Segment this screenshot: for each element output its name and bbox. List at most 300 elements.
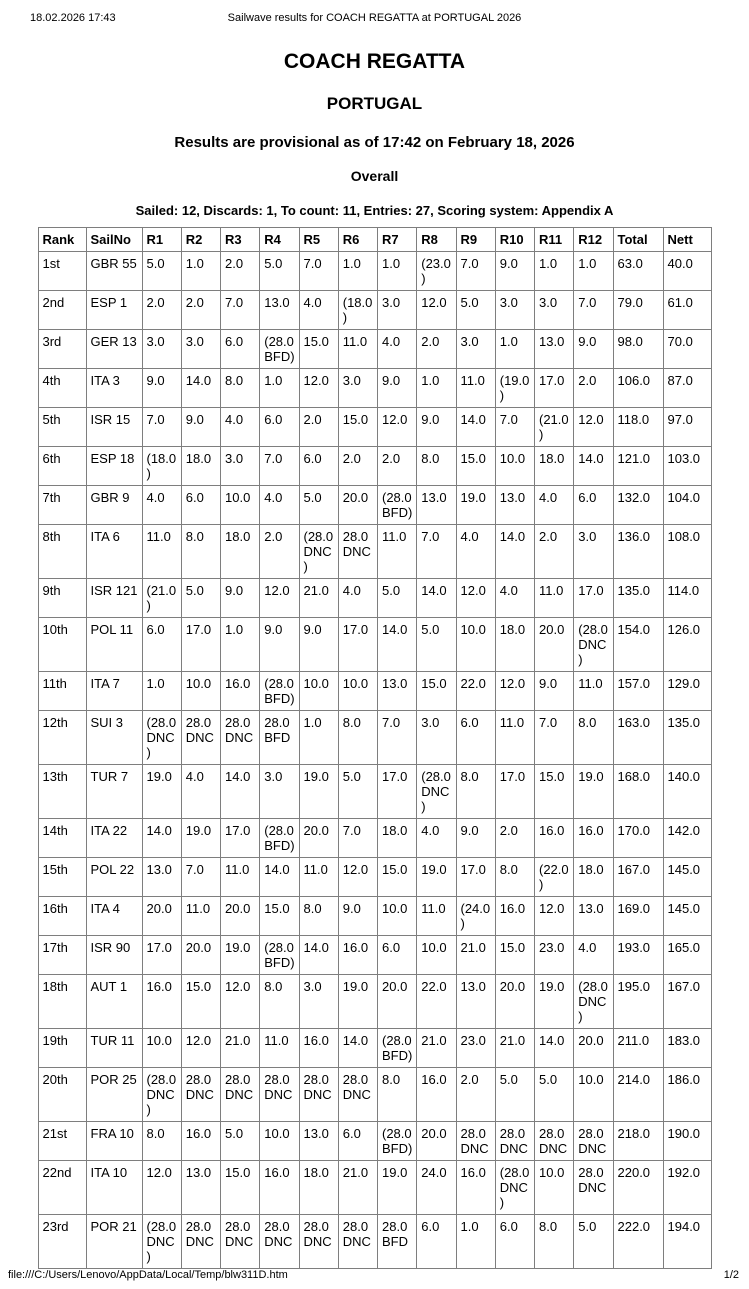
- race-score-cell: 7.0: [142, 408, 181, 447]
- sailno-cell: GER 13: [86, 330, 142, 369]
- race-score-cell: 4.0: [456, 525, 495, 579]
- race-score-cell: 6.0: [495, 1215, 534, 1269]
- total-cell: 218.0: [613, 1122, 663, 1161]
- race-score-cell: 19.0: [574, 765, 613, 819]
- nett-cell: 97.0: [663, 408, 711, 447]
- total-cell: 163.0: [613, 711, 663, 765]
- race-score-cell: 7.0: [221, 291, 260, 330]
- total-cell: 220.0: [613, 1161, 663, 1215]
- race-score-cell: 5.0: [142, 252, 181, 291]
- race-score-cell: 6.0: [260, 408, 299, 447]
- race-score-cell: 16.0: [299, 1029, 338, 1068]
- race-score-cell: 20.0: [417, 1122, 456, 1161]
- total-cell: 136.0: [613, 525, 663, 579]
- event-title: COACH REGATTA: [283, 50, 466, 73]
- race-score-cell: 5.0: [181, 579, 220, 618]
- race-score-cell: 13.0: [260, 291, 299, 330]
- nett-cell: 108.0: [663, 525, 711, 579]
- race-score-cell: 6.0: [142, 618, 181, 672]
- race-score-cell: 16.0: [417, 1068, 456, 1122]
- race-score-cell: 16.0: [221, 672, 260, 711]
- race-score-cell: 20.0: [299, 819, 338, 858]
- race-score-cell: 14.0: [142, 819, 181, 858]
- sailno-cell: POL 22: [86, 858, 142, 897]
- results-table-head: [38, 228, 711, 252]
- column-header-r8: R8: [417, 228, 456, 252]
- column-header-r10: R10: [495, 228, 534, 252]
- race-score-cell: 12.0: [495, 672, 534, 711]
- race-score-cell: 9.0: [535, 672, 574, 711]
- race-score-cell: 10.0: [299, 672, 338, 711]
- race-score-cell: 8.0: [495, 858, 534, 897]
- race-score-cell: 3.0: [181, 330, 220, 369]
- sailno-cell: AUT 1: [86, 975, 142, 1029]
- total-cell: 121.0: [613, 447, 663, 486]
- column-header-r11: R11: [535, 228, 574, 252]
- race-score-cell: 2.0: [338, 447, 377, 486]
- race-score-cell: 13.0: [574, 897, 613, 936]
- race-score-cell: 9.0: [456, 819, 495, 858]
- race-score-cell: 4.0: [181, 765, 220, 819]
- race-score-cell: 2.0: [260, 525, 299, 579]
- race-score-cell: 19.0: [535, 975, 574, 1029]
- results-table-body: [38, 252, 711, 1269]
- race-score-cell: 10.0: [535, 1161, 574, 1215]
- table-row: [38, 291, 711, 330]
- race-score-cell: 10.0: [338, 672, 377, 711]
- nett-cell: 61.0: [663, 291, 711, 330]
- sailno-cell: FRA 10: [86, 1122, 142, 1161]
- race-score-cell: 9.0: [378, 369, 417, 408]
- rank-cell: 7th: [38, 486, 86, 525]
- nett-cell: 165.0: [663, 936, 711, 975]
- race-score-cell: 8.0: [574, 711, 613, 765]
- race-score-cell: 7.0: [535, 711, 574, 765]
- race-score-cell: 13.0: [378, 672, 417, 711]
- rank-cell: 17th: [38, 936, 86, 975]
- race-score-cell: 13.0: [535, 330, 574, 369]
- print-header-datetime: 18.02.2026 17:43: [30, 12, 116, 24]
- race-score-cell: (24.0): [456, 897, 495, 936]
- nett-cell: 40.0: [663, 252, 711, 291]
- race-score-cell: 16.0: [338, 936, 377, 975]
- race-score-cell: 11.0: [535, 579, 574, 618]
- total-cell: 170.0: [613, 819, 663, 858]
- race-score-cell: 12.0: [338, 858, 377, 897]
- race-score-cell: (28.0 DNC): [574, 618, 613, 672]
- race-score-cell: (28.0 BFD): [378, 1029, 417, 1068]
- race-score-cell: 13.0: [181, 1161, 220, 1215]
- race-score-cell: 10.0: [574, 1068, 613, 1122]
- race-score-cell: 18.0: [221, 525, 260, 579]
- race-score-cell: 8.0: [338, 711, 377, 765]
- nett-cell: 135.0: [663, 711, 711, 765]
- race-score-cell: 28.0 DNC: [495, 1122, 534, 1161]
- total-cell: 79.0: [613, 291, 663, 330]
- race-score-cell: 28.0 DNC: [338, 525, 377, 579]
- race-score-cell: 14.0: [417, 579, 456, 618]
- rank-cell: 14th: [38, 819, 86, 858]
- race-score-cell: 3.0: [299, 975, 338, 1029]
- sailno-cell: ITA 3: [86, 369, 142, 408]
- race-score-cell: 15.0: [299, 330, 338, 369]
- race-score-cell: 28.0 DNC: [221, 1215, 260, 1269]
- table-header-row: [38, 228, 711, 252]
- race-score-cell: 5.0: [417, 618, 456, 672]
- table-row: [38, 1161, 711, 1215]
- nett-cell: 192.0: [663, 1161, 711, 1215]
- table-row: [38, 579, 711, 618]
- column-header-sailno: SailNo: [86, 228, 142, 252]
- race-score-cell: 15.0: [535, 765, 574, 819]
- race-score-cell: 28.0 DNC: [221, 1068, 260, 1122]
- rank-cell: 12th: [38, 711, 86, 765]
- table-row: [38, 1068, 711, 1122]
- race-score-cell: 12.0: [574, 408, 613, 447]
- race-score-cell: 19.0: [142, 765, 181, 819]
- race-score-cell: (28.0 DNC): [142, 1215, 181, 1269]
- race-score-cell: 17.0: [181, 618, 220, 672]
- race-score-cell: 20.0: [495, 975, 534, 1029]
- race-score-cell: 14.0: [260, 858, 299, 897]
- race-score-cell: 17.0: [495, 765, 534, 819]
- race-score-cell: (28.0 BFD): [378, 486, 417, 525]
- race-score-cell: 11.0: [260, 1029, 299, 1068]
- race-score-cell: 6.0: [181, 486, 220, 525]
- race-score-cell: 4.0: [417, 819, 456, 858]
- race-score-cell: 15.0: [378, 858, 417, 897]
- race-score-cell: (18.0): [142, 447, 181, 486]
- table-row: [38, 672, 711, 711]
- table-row: [38, 1215, 711, 1269]
- rank-cell: 11th: [38, 672, 86, 711]
- race-score-cell: 16.0: [574, 819, 613, 858]
- race-score-cell: 9.0: [417, 408, 456, 447]
- race-score-cell: 12.0: [181, 1029, 220, 1068]
- race-score-cell: 23.0: [456, 1029, 495, 1068]
- race-score-cell: 18.0: [181, 447, 220, 486]
- rank-cell: 4th: [38, 369, 86, 408]
- race-score-cell: 23.0: [535, 936, 574, 975]
- table-row: [38, 252, 711, 291]
- race-score-cell: 28.0 DNC: [456, 1122, 495, 1161]
- race-score-cell: 5.0: [299, 486, 338, 525]
- race-score-cell: 13.0: [142, 858, 181, 897]
- column-header-rank: Rank: [38, 228, 86, 252]
- table-row: [38, 330, 711, 369]
- rank-cell: 21st: [38, 1122, 86, 1161]
- race-score-cell: 3.0: [221, 447, 260, 486]
- race-score-cell: 8.0: [417, 447, 456, 486]
- race-score-cell: 28.0 DNC: [221, 711, 260, 765]
- column-header-nett: Nett: [663, 228, 711, 252]
- race-score-cell: 20.0: [338, 486, 377, 525]
- race-score-cell: 2.0: [299, 408, 338, 447]
- race-score-cell: (28.0 DNC): [142, 711, 181, 765]
- nett-cell: 142.0: [663, 819, 711, 858]
- race-score-cell: 16.0: [495, 897, 534, 936]
- nett-cell: 145.0: [663, 897, 711, 936]
- race-score-cell: 1.0: [299, 711, 338, 765]
- nett-cell: 126.0: [663, 618, 711, 672]
- race-score-cell: 19.0: [221, 936, 260, 975]
- total-cell: 63.0: [613, 252, 663, 291]
- race-score-cell: (28.0 DNC): [574, 975, 613, 1029]
- race-score-cell: 20.0: [535, 618, 574, 672]
- race-score-cell: 28.0 DNC: [260, 1068, 299, 1122]
- race-score-cell: 18.0: [535, 447, 574, 486]
- race-score-cell: 11.0: [378, 525, 417, 579]
- race-score-cell: 7.0: [181, 858, 220, 897]
- race-score-cell: 16.0: [535, 819, 574, 858]
- race-score-cell: 15.0: [221, 1161, 260, 1215]
- table-row: [38, 1122, 711, 1161]
- race-score-cell: 28.0 DNC: [574, 1161, 613, 1215]
- rank-cell: 5th: [38, 408, 86, 447]
- race-score-cell: 14.0: [181, 369, 220, 408]
- race-score-cell: 7.0: [338, 819, 377, 858]
- rank-cell: 20th: [38, 1068, 86, 1122]
- print-footer-file-path: file:///C:/Users/Lenovo/AppData/Local/Temp/blw311D.htm: [8, 1269, 288, 1281]
- section-title: Overall: [350, 168, 399, 184]
- race-score-cell: 21.0: [221, 1029, 260, 1068]
- series-summary: Sailed: 12, Discards: 1, To count: 11, Entries: 27, Scoring system: Appendix A: [135, 203, 614, 218]
- race-score-cell: 11.0: [574, 672, 613, 711]
- race-score-cell: 18.0: [378, 819, 417, 858]
- race-score-cell: 2.0: [181, 291, 220, 330]
- column-header-r7: R7: [378, 228, 417, 252]
- race-score-cell: 15.0: [260, 897, 299, 936]
- race-score-cell: 8.0: [456, 765, 495, 819]
- total-cell: 211.0: [613, 1029, 663, 1068]
- race-score-cell: 7.0: [456, 252, 495, 291]
- race-score-cell: 5.0: [456, 291, 495, 330]
- sailno-cell: ITA 22: [86, 819, 142, 858]
- race-score-cell: 16.0: [456, 1161, 495, 1215]
- race-score-cell: 4.0: [574, 936, 613, 975]
- race-score-cell: 12.0: [142, 1161, 181, 1215]
- rank-cell: 15th: [38, 858, 86, 897]
- nett-cell: 167.0: [663, 975, 711, 1029]
- rank-cell: 3rd: [38, 330, 86, 369]
- race-score-cell: 6.0: [299, 447, 338, 486]
- race-score-cell: 19.0: [181, 819, 220, 858]
- race-score-cell: 6.0: [417, 1215, 456, 1269]
- race-score-cell: 12.0: [456, 579, 495, 618]
- total-cell: 193.0: [613, 936, 663, 975]
- race-score-cell: 7.0: [417, 525, 456, 579]
- venue-title: PORTUGAL: [326, 94, 423, 113]
- race-score-cell: 28.0 BFD: [378, 1215, 417, 1269]
- race-score-cell: 28.0 DNC: [299, 1215, 338, 1269]
- race-score-cell: 1.0: [535, 252, 574, 291]
- sailno-cell: ITA 4: [86, 897, 142, 936]
- rank-cell: 22nd: [38, 1161, 86, 1215]
- race-score-cell: 8.0: [378, 1068, 417, 1122]
- race-score-cell: 15.0: [495, 936, 534, 975]
- race-score-cell: (28.0 DNC): [299, 525, 338, 579]
- race-score-cell: 13.0: [299, 1122, 338, 1161]
- table-row: [38, 408, 711, 447]
- race-score-cell: 22.0: [417, 975, 456, 1029]
- race-score-cell: 19.0: [378, 1161, 417, 1215]
- race-score-cell: 10.0: [495, 447, 534, 486]
- race-score-cell: 18.0: [574, 858, 613, 897]
- race-score-cell: 1.0: [456, 1215, 495, 1269]
- column-header-r5: R5: [299, 228, 338, 252]
- race-score-cell: 5.0: [574, 1215, 613, 1269]
- race-score-cell: 5.0: [378, 579, 417, 618]
- sailno-cell: POL 11: [86, 618, 142, 672]
- race-score-cell: 9.0: [495, 252, 534, 291]
- race-score-cell: 1.0: [181, 252, 220, 291]
- race-score-cell: 22.0: [456, 672, 495, 711]
- sailno-cell: ISR 15: [86, 408, 142, 447]
- race-score-cell: 8.0: [299, 897, 338, 936]
- race-score-cell: 1.0: [338, 252, 377, 291]
- race-score-cell: 24.0: [417, 1161, 456, 1215]
- sailno-cell: ISR 121: [86, 579, 142, 618]
- nett-cell: 183.0: [663, 1029, 711, 1068]
- race-score-cell: 28.0 DNC: [338, 1068, 377, 1122]
- table-row: [38, 369, 711, 408]
- race-score-cell: (21.0): [142, 579, 181, 618]
- race-score-cell: 14.0: [338, 1029, 377, 1068]
- race-score-cell: 1.0: [417, 369, 456, 408]
- nett-cell: 104.0: [663, 486, 711, 525]
- race-score-cell: 17.0: [221, 819, 260, 858]
- print-footer-page-number: 1/2: [723, 1269, 739, 1281]
- race-score-cell: 20.0: [574, 1029, 613, 1068]
- nett-cell: 140.0: [663, 765, 711, 819]
- race-score-cell: 14.0: [221, 765, 260, 819]
- race-score-cell: (28.0 DNC): [417, 765, 456, 819]
- race-score-cell: 21.0: [338, 1161, 377, 1215]
- sailno-cell: ITA 7: [86, 672, 142, 711]
- race-score-cell: 7.0: [574, 291, 613, 330]
- race-score-cell: 4.0: [495, 579, 534, 618]
- table-row: [38, 711, 711, 765]
- total-cell: 135.0: [613, 579, 663, 618]
- sailno-cell: TUR 7: [86, 765, 142, 819]
- race-score-cell: 2.0: [378, 447, 417, 486]
- race-score-cell: (28.0 DNC): [142, 1068, 181, 1122]
- race-score-cell: 9.0: [260, 618, 299, 672]
- column-header-r6: R6: [338, 228, 377, 252]
- print-footer: [0, 1269, 749, 1289]
- race-score-cell: 10.0: [181, 672, 220, 711]
- nett-cell: 186.0: [663, 1068, 711, 1122]
- rank-cell: 1st: [38, 252, 86, 291]
- race-score-cell: 11.0: [338, 330, 377, 369]
- race-score-cell: 18.0: [495, 618, 534, 672]
- race-score-cell: 1.0: [142, 672, 181, 711]
- rank-cell: 6th: [38, 447, 86, 486]
- race-score-cell: 8.0: [221, 369, 260, 408]
- race-score-cell: (28.0 BFD): [260, 819, 299, 858]
- race-score-cell: 12.0: [260, 579, 299, 618]
- race-score-cell: 9.0: [574, 330, 613, 369]
- race-score-cell: 15.0: [417, 672, 456, 711]
- race-score-cell: (28.0 DNC): [495, 1161, 534, 1215]
- rank-cell: 10th: [38, 618, 86, 672]
- race-score-cell: 19.0: [299, 765, 338, 819]
- sailno-cell: SUI 3: [86, 711, 142, 765]
- total-cell: 214.0: [613, 1068, 663, 1122]
- race-score-cell: 7.0: [299, 252, 338, 291]
- total-cell: 98.0: [613, 330, 663, 369]
- race-score-cell: 8.0: [535, 1215, 574, 1269]
- race-score-cell: 15.0: [338, 408, 377, 447]
- table-row: [38, 936, 711, 975]
- nett-cell: 87.0: [663, 369, 711, 408]
- race-score-cell: 10.0: [378, 897, 417, 936]
- sailno-cell: GBR 9: [86, 486, 142, 525]
- race-score-cell: 4.0: [221, 408, 260, 447]
- race-score-cell: 1.0: [574, 252, 613, 291]
- sailno-cell: TUR 11: [86, 1029, 142, 1068]
- race-score-cell: 12.0: [417, 291, 456, 330]
- column-header-r2: R2: [181, 228, 220, 252]
- nett-cell: 129.0: [663, 672, 711, 711]
- race-score-cell: 4.0: [338, 579, 377, 618]
- race-score-cell: 10.0: [417, 936, 456, 975]
- race-score-cell: 4.0: [142, 486, 181, 525]
- race-score-cell: 2.0: [142, 291, 181, 330]
- race-score-cell: (19.0): [495, 369, 534, 408]
- race-score-cell: 10.0: [142, 1029, 181, 1068]
- race-score-cell: 14.0: [495, 525, 534, 579]
- race-score-cell: 14.0: [535, 1029, 574, 1068]
- race-score-cell: 11.0: [142, 525, 181, 579]
- results-table: [38, 227, 712, 1269]
- race-score-cell: 14.0: [456, 408, 495, 447]
- table-row: [38, 447, 711, 486]
- race-score-cell: 17.0: [338, 618, 377, 672]
- race-score-cell: 3.0: [495, 291, 534, 330]
- race-score-cell: 1.0: [495, 330, 534, 369]
- race-score-cell: 28.0 DNC: [181, 1068, 220, 1122]
- total-cell: 169.0: [613, 897, 663, 936]
- race-score-cell: 21.0: [417, 1029, 456, 1068]
- race-score-cell: 13.0: [495, 486, 534, 525]
- race-score-cell: 9.0: [221, 579, 260, 618]
- column-header-r3: R3: [221, 228, 260, 252]
- race-score-cell: 28.0 DNC: [299, 1068, 338, 1122]
- column-header-r12: R12: [574, 228, 613, 252]
- table-row: [38, 819, 711, 858]
- race-score-cell: 6.0: [221, 330, 260, 369]
- provisional-note: Results are provisional as of 17:42 on February 18, 2026: [174, 134, 575, 151]
- table-row: [38, 858, 711, 897]
- table-row: [38, 897, 711, 936]
- race-score-cell: 9.0: [299, 618, 338, 672]
- rank-cell: 9th: [38, 579, 86, 618]
- race-score-cell: 8.0: [260, 975, 299, 1029]
- sailno-cell: ESP 18: [86, 447, 142, 486]
- race-score-cell: 3.0: [260, 765, 299, 819]
- race-score-cell: 10.0: [221, 486, 260, 525]
- sailno-cell: ITA 10: [86, 1161, 142, 1215]
- sailno-cell: GBR 55: [86, 252, 142, 291]
- total-cell: 132.0: [613, 486, 663, 525]
- race-score-cell: 28.0 DNC: [574, 1122, 613, 1161]
- race-score-cell: 19.0: [417, 858, 456, 897]
- race-score-cell: 12.0: [535, 897, 574, 936]
- race-score-cell: 8.0: [181, 525, 220, 579]
- race-score-cell: 17.0: [378, 765, 417, 819]
- rank-cell: 2nd: [38, 291, 86, 330]
